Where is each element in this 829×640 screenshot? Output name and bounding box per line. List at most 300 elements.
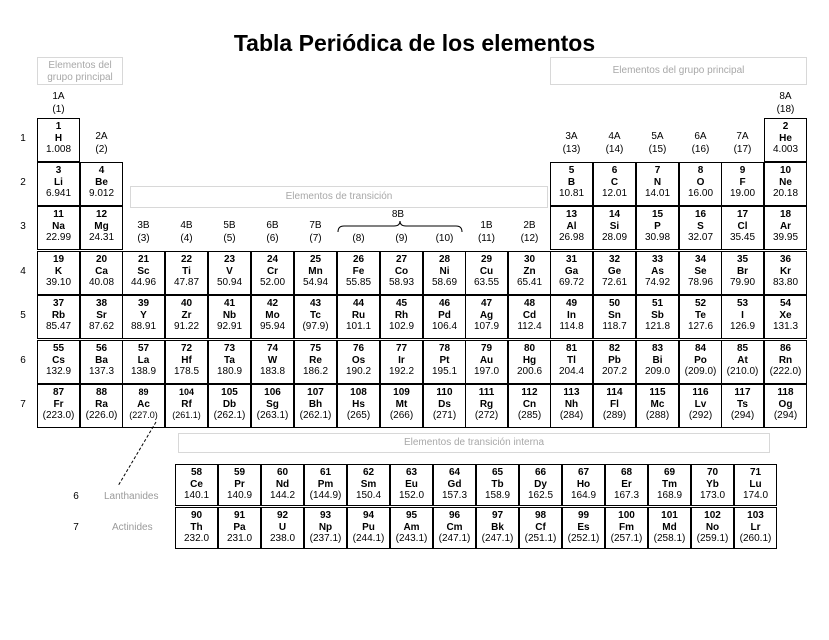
- element-cell-gd: [433, 464, 476, 506]
- element-cell-ce: [175, 464, 218, 506]
- element-symbol: Ta: [224, 354, 235, 366]
- element-cell-cf: [519, 507, 562, 549]
- element-cell-yb: [691, 464, 734, 506]
- group-8b-brace: [336, 220, 464, 234]
- element-cell-s: [679, 206, 722, 250]
- element-symbol: Cf: [535, 521, 546, 533]
- atomic-number: 23: [223, 254, 236, 265]
- atomic-number: 5: [568, 165, 575, 176]
- atomic-number: 74: [266, 343, 279, 354]
- atomic-mass: 101.1: [345, 321, 372, 332]
- atomic-number: 71: [749, 467, 762, 478]
- group-label-cas: 4B: [180, 220, 193, 231]
- element-cell-bk: [476, 507, 519, 549]
- element-symbol: H: [54, 132, 63, 144]
- group-label-iupac: (12): [520, 233, 539, 244]
- atomic-mass: 74.92: [644, 277, 671, 288]
- element-symbol: S: [697, 220, 704, 232]
- atomic-mass: (262.1): [299, 410, 332, 421]
- element-cell-ba: [80, 340, 123, 384]
- atomic-number: 91: [233, 510, 246, 521]
- element-symbol: Br: [736, 265, 749, 277]
- element-symbol: F: [739, 176, 746, 188]
- element-symbol: Nd: [275, 478, 290, 490]
- element-cell-bi: [636, 340, 679, 384]
- atomic-mass: (272): [474, 410, 499, 421]
- atomic-number: 13: [565, 209, 578, 220]
- element-symbol: Po: [694, 354, 707, 366]
- atomic-number: 57: [137, 343, 150, 354]
- element-cell-sg: [251, 384, 294, 428]
- element-symbol: Sn: [608, 309, 621, 321]
- element-symbol: N: [653, 176, 662, 188]
- atomic-mass: (144.9): [309, 490, 342, 501]
- atomic-mass: (243.1): [395, 533, 428, 544]
- group-label-iupac: (15): [648, 144, 667, 155]
- group-label-iupac: (7): [309, 233, 322, 244]
- element-symbol: Tl: [567, 354, 576, 366]
- group-label-cas: 1A: [52, 91, 65, 102]
- group-header-4: [165, 219, 208, 245]
- group-label-cas: 3A: [565, 131, 578, 142]
- atomic-mass: 232.0: [183, 533, 210, 544]
- element-cell-fm: [605, 507, 648, 549]
- group-label-iupac: (18): [776, 104, 795, 115]
- element-cell-be: [80, 162, 123, 206]
- atomic-mass: 26.98: [558, 232, 585, 243]
- atomic-number: 65: [491, 467, 504, 478]
- element-cell-cr: [251, 251, 294, 295]
- legend-main-group-right: Elementos del grupo principal: [550, 57, 807, 85]
- atomic-number: 1: [55, 121, 62, 132]
- element-symbol: Fr: [53, 398, 64, 410]
- element-symbol: K: [54, 265, 63, 277]
- element-symbol: Sr: [96, 309, 107, 321]
- atomic-mass: (271): [432, 410, 457, 421]
- atomic-mass: (263.1): [256, 410, 289, 421]
- atomic-number: 4: [98, 165, 105, 176]
- atomic-mass: 238.0: [269, 533, 296, 544]
- atomic-number: 56: [95, 343, 108, 354]
- atomic-mass: 78.96: [687, 277, 714, 288]
- element-symbol: Es: [577, 521, 590, 533]
- atomic-number: 72: [180, 343, 193, 354]
- element-cell-at: [721, 340, 764, 384]
- element-cell-se: [679, 251, 722, 295]
- atomic-mass: 138.9: [130, 366, 157, 377]
- element-symbol: Ds: [438, 398, 451, 410]
- element-cell-sc: [122, 251, 165, 295]
- atomic-mass: 35.45: [729, 232, 756, 243]
- atomic-number: 29: [480, 254, 493, 265]
- element-symbol: Hg: [522, 354, 537, 366]
- group-label-cas: 1B: [480, 220, 493, 231]
- atomic-number: 104: [178, 387, 195, 397]
- element-symbol: Bi: [652, 354, 663, 366]
- element-symbol: Ti: [182, 265, 191, 277]
- period-label-1: 1: [20, 133, 26, 144]
- atomic-mass: 9.012: [88, 188, 115, 199]
- element-cell-hf: [165, 340, 208, 384]
- atomic-mass: 16.00: [687, 188, 714, 199]
- element-cell-tl: [550, 340, 593, 384]
- group-label-cas: 7B: [309, 220, 322, 231]
- element-symbol: Mc: [650, 398, 665, 410]
- element-cell-lu: [734, 464, 777, 506]
- group-label-cas: 3B: [137, 220, 150, 231]
- group-label-cas: 5A: [651, 131, 664, 142]
- element-cell-sr: [80, 295, 123, 339]
- atomic-number: 110: [436, 387, 453, 398]
- atomic-number: 32: [608, 254, 621, 265]
- atomic-mass: 127.6: [687, 321, 714, 332]
- legend-transition: Elementos de transición: [130, 186, 548, 208]
- group-label-iupac: (3): [137, 233, 150, 244]
- group-header-12: [508, 219, 551, 245]
- atomic-mass: 180.9: [216, 366, 243, 377]
- element-cell-in: [550, 295, 593, 339]
- atomic-mass: 209.0: [644, 366, 671, 377]
- group-label-cas: 4A: [608, 131, 621, 142]
- atomic-mass: 85.47: [45, 321, 72, 332]
- atomic-number: 112: [521, 387, 538, 398]
- element-cell-os: [337, 340, 380, 384]
- element-cell-u: [261, 507, 304, 549]
- atomic-number: 89: [138, 387, 149, 397]
- atomic-mass: 30.98: [644, 232, 671, 243]
- atomic-mass: 150.4: [355, 490, 382, 501]
- element-symbol: Ca: [95, 265, 108, 277]
- atomic-mass: (97.9): [302, 321, 329, 332]
- atomic-number: 69: [663, 467, 676, 478]
- element-symbol: Mn: [308, 265, 323, 277]
- period-label-5: 5: [20, 310, 26, 321]
- element-cell-pd: [423, 295, 466, 339]
- element-symbol: Si: [609, 220, 620, 232]
- atomic-mass: 121.8: [644, 321, 671, 332]
- period-label-2: 2: [20, 177, 26, 188]
- atomic-mass: 162.5: [527, 490, 554, 501]
- atomic-mass: (266): [389, 410, 414, 421]
- atomic-mass: 140.1: [183, 490, 210, 501]
- element-cell-tc: [294, 295, 337, 339]
- atomic-number: 17: [736, 209, 749, 220]
- element-cell-np: [304, 507, 347, 549]
- element-cell-ir: [380, 340, 423, 384]
- element-symbol: Zn: [523, 265, 536, 277]
- element-symbol: Xe: [779, 309, 792, 321]
- element-symbol: Ne: [779, 176, 792, 188]
- atomic-number: 47: [480, 298, 493, 309]
- group-header-11: [465, 219, 508, 245]
- atomic-number: 2: [782, 121, 789, 132]
- element-cell-sb: [636, 295, 679, 339]
- atomic-number: 98: [534, 510, 547, 521]
- atomic-number: 55: [52, 343, 65, 354]
- element-symbol: No: [705, 521, 720, 533]
- element-symbol: As: [651, 265, 664, 277]
- atomic-number: 34: [694, 254, 707, 265]
- element-cell-pm: [304, 464, 347, 506]
- element-symbol: Ra: [95, 398, 108, 410]
- element-cell-cn: [508, 384, 551, 428]
- element-symbol: Y: [140, 309, 147, 321]
- atomic-number: 108: [350, 387, 367, 398]
- element-cell-eu: [390, 464, 433, 506]
- atomic-number: 70: [706, 467, 719, 478]
- element-symbol: V: [226, 265, 233, 277]
- page-title: Tabla Periódica de los elementos: [233, 30, 596, 56]
- element-cell-o: [679, 162, 722, 206]
- element-symbol: Os: [351, 354, 366, 366]
- atomic-mass: 192.2: [388, 366, 415, 377]
- element-symbol: Ir: [398, 354, 405, 366]
- element-cell-og: [764, 384, 807, 428]
- atomic-number: 54: [779, 298, 792, 309]
- element-symbol: Rn: [778, 354, 793, 366]
- element-cell-th: [175, 507, 218, 549]
- atomic-mass: 131.3: [772, 321, 799, 332]
- element-symbol: Bh: [308, 398, 323, 410]
- atomic-mass: 178.5: [173, 366, 200, 377]
- element-symbol: Ge: [607, 265, 622, 277]
- element-cell-fl: [593, 384, 636, 428]
- atomic-number: 16: [694, 209, 707, 220]
- atomic-mass: (209.0): [684, 366, 717, 377]
- atomic-number: 26: [352, 254, 365, 265]
- lanthanide-pointer-line: [114, 420, 164, 490]
- element-symbol: Au: [479, 354, 494, 366]
- element-cell-kr: [764, 251, 807, 295]
- atomic-mass: 152.0: [398, 490, 425, 501]
- atomic-mass: (294): [730, 410, 755, 421]
- element-symbol: In: [567, 309, 576, 321]
- atomic-mass: 83.80: [772, 277, 799, 288]
- atomic-mass: (261.1): [172, 410, 201, 420]
- group-label-iupac: (9): [395, 233, 408, 244]
- atomic-number: 68: [620, 467, 633, 478]
- element-cell-pr: [218, 464, 261, 506]
- atomic-mass: (260.1): [739, 533, 772, 544]
- atomic-mass: 112.4: [517, 321, 542, 332]
- element-cell-tm: [648, 464, 691, 506]
- atomic-number: 60: [276, 467, 289, 478]
- atomic-number: 95: [405, 510, 418, 521]
- atomic-number: 7: [654, 165, 661, 176]
- atomic-mass: (292): [688, 410, 713, 421]
- element-symbol: Pd: [438, 309, 451, 321]
- period-label-6: 6: [20, 355, 26, 366]
- atomic-mass: 231.0: [226, 533, 253, 544]
- group-header-16: [679, 130, 722, 156]
- group-header-17: [721, 130, 764, 156]
- element-cell-w: [251, 340, 294, 384]
- atomic-number: 102: [704, 510, 721, 521]
- element-symbol: Pu: [362, 521, 375, 533]
- element-cell-er: [605, 464, 648, 506]
- group-header-7: [294, 219, 337, 245]
- element-cell-pa: [218, 507, 261, 549]
- element-cell-ta: [208, 340, 251, 384]
- element-symbol: Fm: [619, 521, 634, 533]
- element-cell-ho: [562, 464, 605, 506]
- element-symbol: Bk: [491, 521, 504, 533]
- atomic-number: 14: [608, 209, 621, 220]
- atomic-number: 61: [319, 467, 332, 478]
- atomic-mass: 102.9: [388, 321, 415, 332]
- element-symbol: Cs: [52, 354, 65, 366]
- atomic-mass: 24.31: [88, 232, 115, 243]
- atomic-number: 101: [661, 510, 678, 521]
- element-symbol: Pm: [317, 478, 334, 490]
- atomic-mass: 19.00: [729, 188, 756, 199]
- element-cell-na: [37, 206, 80, 250]
- element-cell-ts: [721, 384, 764, 428]
- group-label-iupac: (17): [733, 144, 752, 155]
- group-header-1: [37, 90, 80, 116]
- group-header-14: [593, 130, 636, 156]
- atomic-number: 12: [95, 209, 108, 220]
- atomic-number: 85: [736, 343, 749, 354]
- element-symbol: Hs: [352, 398, 365, 410]
- element-symbol: Pb: [608, 354, 621, 366]
- atomic-mass: 173.0: [699, 490, 726, 501]
- atomic-mass: 40.08: [88, 277, 115, 288]
- element-symbol: U: [278, 521, 287, 533]
- element-cell-cd: [508, 295, 551, 339]
- atomic-number: 49: [565, 298, 578, 309]
- atomic-mass: 87.62: [88, 321, 115, 332]
- atomic-mass: 132.9: [45, 366, 72, 377]
- element-symbol: Pa: [233, 521, 246, 533]
- atomic-number: 58: [190, 467, 203, 478]
- element-cell-fr: [37, 384, 80, 428]
- element-cell-mt: [380, 384, 423, 428]
- element-symbol: Ac: [137, 398, 150, 410]
- atomic-mass: (244.1): [352, 533, 385, 544]
- atomic-mass: (262.1): [213, 410, 246, 421]
- atomic-mass: 95.94: [259, 321, 286, 332]
- element-cell-nh: [550, 384, 593, 428]
- element-symbol: Ba: [95, 354, 108, 366]
- element-cell-es: [562, 507, 605, 549]
- period-label-7: 7: [20, 399, 26, 410]
- atomic-number: 80: [523, 343, 536, 354]
- atomic-number: 62: [362, 467, 375, 478]
- atomic-number: 48: [523, 298, 536, 309]
- atomic-mass: 54.94: [302, 277, 329, 288]
- atomic-mass: 50.94: [216, 277, 243, 288]
- group-label-cas: 7A: [736, 131, 749, 142]
- element-symbol: Pr: [234, 478, 245, 490]
- element-cell-hg: [508, 340, 551, 384]
- element-cell-mo: [251, 295, 294, 339]
- atomic-number: 63: [405, 467, 418, 478]
- element-cell-rh: [380, 295, 423, 339]
- element-cell-mg: [80, 206, 123, 250]
- element-cell-ne: [764, 162, 807, 206]
- atomic-number: 19: [52, 254, 65, 265]
- atomic-mass: (251.1): [524, 533, 557, 544]
- group-header-15: [636, 130, 679, 156]
- element-cell-fe: [337, 251, 380, 295]
- element-cell-ru: [337, 295, 380, 339]
- element-cell-nd: [261, 464, 304, 506]
- atomic-number: 6: [611, 165, 618, 176]
- group-header-13: [550, 130, 593, 156]
- atomic-mass: 52.00: [259, 277, 286, 288]
- element-symbol: Re: [309, 354, 322, 366]
- element-cell-rb: [37, 295, 80, 339]
- element-cell-ca: [80, 251, 123, 295]
- atomic-mass: 10.81: [558, 188, 585, 199]
- element-symbol: Cl: [737, 220, 748, 232]
- atomic-mass: 1.008: [45, 144, 72, 155]
- group-header-5: [208, 219, 251, 245]
- atomic-mass: 58.69: [431, 277, 458, 288]
- element-symbol: Sm: [360, 478, 377, 490]
- atomic-mass: (247.1): [438, 533, 471, 544]
- element-cell-au: [465, 340, 508, 384]
- atomic-mass: 63.55: [473, 277, 500, 288]
- element-cell-am: [390, 507, 433, 549]
- group-label-cas: 6A: [694, 131, 707, 142]
- element-cell-br: [721, 251, 764, 295]
- element-symbol: Db: [222, 398, 237, 410]
- element-cell-sn: [593, 295, 636, 339]
- element-symbol: Pt: [439, 354, 450, 366]
- atomic-number: 25: [309, 254, 322, 265]
- atomic-number: 90: [190, 510, 203, 521]
- element-cell-zn: [508, 251, 551, 295]
- atomic-number: 99: [577, 510, 590, 521]
- atomic-mass: 28.09: [601, 232, 628, 243]
- element-symbol: Sc: [137, 265, 150, 277]
- element-symbol: Co: [394, 265, 409, 277]
- atomic-mass: (288): [645, 410, 670, 421]
- element-symbol: Ru: [351, 309, 366, 321]
- atomic-mass: 126.9: [729, 321, 756, 332]
- atomic-mass: 207.2: [601, 366, 628, 377]
- group-label-iupac: (8): [352, 233, 365, 244]
- atomic-mass: (258.1): [653, 533, 686, 544]
- element-symbol: Yb: [706, 478, 719, 490]
- element-cell-ag: [465, 295, 508, 339]
- atomic-number: 83: [651, 343, 664, 354]
- atomic-number: 118: [777, 387, 794, 398]
- element-symbol: Lu: [749, 478, 762, 490]
- element-symbol: Np: [318, 521, 333, 533]
- group-label-iupac: (11): [477, 233, 496, 244]
- element-symbol: O: [696, 176, 705, 188]
- element-cell-rg: [465, 384, 508, 428]
- element-symbol: Er: [621, 478, 632, 490]
- element-symbol: Rf: [181, 398, 192, 410]
- atomic-mass: 69.72: [558, 277, 585, 288]
- atomic-number: 105: [221, 387, 238, 398]
- atomic-number: 64: [448, 467, 461, 478]
- element-cell-dy: [519, 464, 562, 506]
- atomic-number: 52: [694, 298, 707, 309]
- element-symbol: Eu: [405, 478, 418, 490]
- element-cell-rn: [764, 340, 807, 384]
- atomic-mass: 167.3: [613, 490, 640, 501]
- atomic-number: 79: [480, 343, 493, 354]
- element-cell-h: [37, 118, 80, 162]
- group-8b-label: 8B: [391, 209, 405, 220]
- element-symbol: Tb: [491, 478, 504, 490]
- atomic-number: 37: [52, 298, 65, 309]
